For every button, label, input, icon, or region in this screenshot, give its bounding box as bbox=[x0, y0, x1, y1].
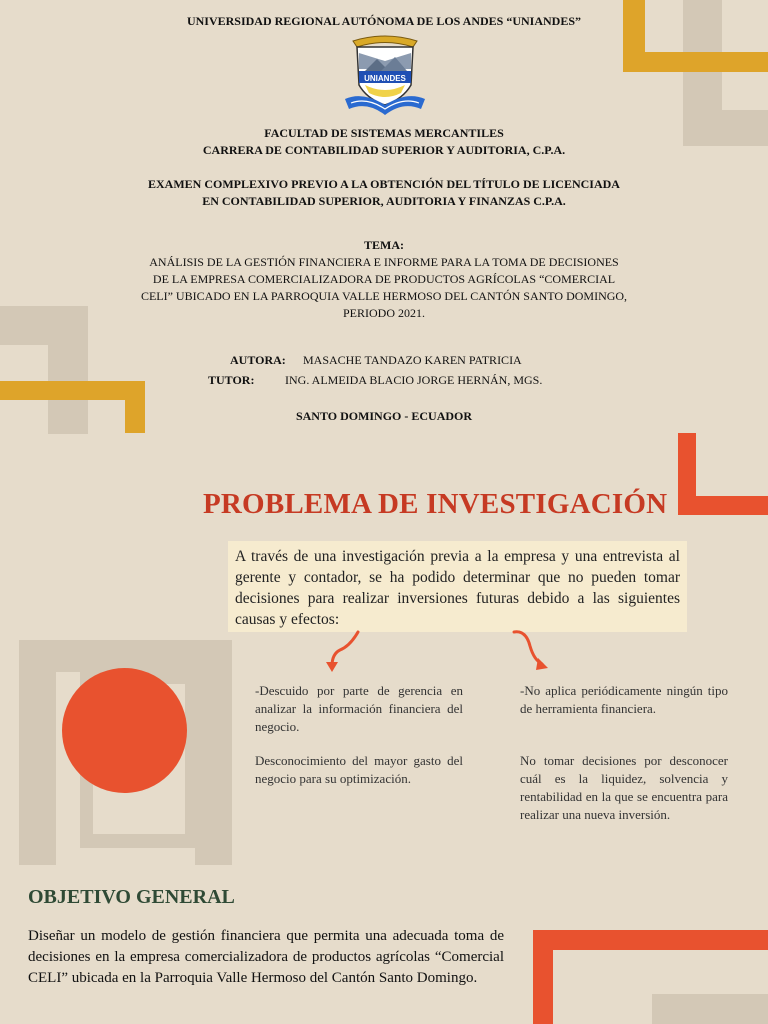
decor-red-l-bottom-leg bbox=[533, 930, 553, 1024]
curved-arrow-left-icon bbox=[320, 628, 364, 674]
location: SANTO DOMINGO - ECUADOR bbox=[295, 409, 473, 423]
cause-1: -Descuido por parte de gerencia en analizar la información financiera del negocio. bbox=[255, 683, 463, 734]
problem-intro-box: A través de una investigación previa a la empresa y una entrevista al gerente y contador, se ha podido determinar que no pueden tomar decisiones para realizar inversiones futuras debido a las siguientes causas y efectos: bbox=[228, 541, 687, 632]
problem-title: PROBLEMA DE INVESTIGACIÓN bbox=[203, 488, 668, 520]
objective-text: Diseñar un modelo de gestión financiera que permita una adecuada toma de decisiones en la empresa comercializadora de productos agrícolas “Comercial CELI” ubicada en la Parroquia Valle Hermoso del Cantón Santo Domingo. bbox=[28, 928, 504, 986]
decor-gold-l-left-leg bbox=[125, 381, 145, 433]
university-logo bbox=[343, 33, 427, 121]
career-name: CARRERA DE CONTABILIDAD SUPERIOR Y AUDITORIA, C.P.A. bbox=[202, 143, 566, 157]
tema-line-2: DE LA EMPRESA COMERCIALIZADORA DE PRODUCTOS AGRÍCOLAS “COMERCIAL bbox=[152, 272, 616, 286]
author-label: AUTORA: bbox=[230, 353, 286, 367]
decor-red-l-right-bar bbox=[678, 496, 768, 515]
decor-red-l-bottom-bar bbox=[533, 930, 768, 950]
decor-frame-bottom-right-gray bbox=[652, 994, 768, 1024]
tema-line-4: PERIODO 2021. bbox=[342, 306, 425, 320]
tema-line-1: ANÁLISIS DE LA GESTIÓN FINANCIERA E INFORME PARA LA TOMA DE DECISIONES bbox=[149, 255, 619, 269]
svg-text:UNIANDES: UNIANDES bbox=[364, 74, 406, 83]
exam-line-2: EN CONTABILIDAD SUPERIOR, AUDITORIA Y FINANZAS C.P.A. bbox=[202, 194, 566, 208]
tutor-label: TUTOR: bbox=[208, 373, 255, 387]
exam-line-1: EXAMEN COMPLEXIVO PREVIO A LA OBTENCIÓN DEL TÍTULO DE LICENCIADA bbox=[148, 177, 620, 191]
effect-1: -No aplica periódicamente ningún tipo de herramienta financiera. bbox=[520, 683, 728, 716]
decor-gold-l-left-bar bbox=[0, 381, 145, 400]
objective-title: OBJETIVO GENERAL bbox=[28, 886, 235, 908]
decor-red-circle bbox=[62, 668, 187, 793]
effect-2: No tomar decisiones por desconocer cuál es la liquidez, solvencia y rentabilidad en la que se encuentra para realizar una nueva inversión. bbox=[520, 753, 728, 822]
tema-label: TEMA: bbox=[364, 238, 404, 252]
tutor-name: ING. ALMEIDA BLACIO JORGE HERNÁN, MGS. bbox=[285, 373, 543, 387]
cause-2: Desconocimiento del mayor gasto del negocio para su optimización. bbox=[255, 753, 463, 786]
curved-arrow-right-icon bbox=[508, 628, 552, 674]
author-name: MASACHE TANDAZO KAREN PATRICIA bbox=[303, 353, 522, 367]
faculty-name: FACULTAD DE SISTEMAS MERCANTILES bbox=[264, 126, 504, 140]
university-name: UNIVERSIDAD REGIONAL AUTÓNOMA DE LOS ANDES “UNIANDES” bbox=[186, 14, 582, 28]
decor-gold-l-top-bar bbox=[623, 52, 768, 72]
tema-line-3: CELI” UBICADO EN LA PARROQUIA VALLE HERMOSO DEL CANTÓN SANTO DOMINGO, bbox=[140, 289, 628, 303]
